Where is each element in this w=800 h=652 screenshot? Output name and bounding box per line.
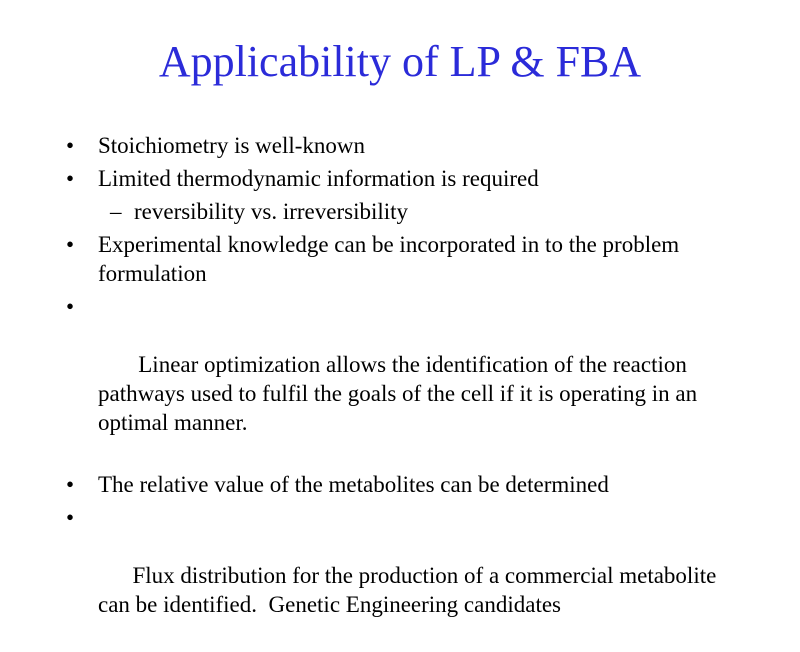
bullet-text: The relative value of the metabolites can be determined [98, 472, 609, 497]
bullet-text: Flux distribution for the production of a commercial metabolite can be identified. Genetic Engineering candidates [98, 563, 723, 617]
bullet-marker: • [66, 166, 75, 191]
bullet-item [66, 230, 746, 288]
bullet-text: Experimental knowledge can be incorporated in to the problem formulation [98, 232, 680, 286]
bullet-item [66, 131, 746, 160]
bullet-text: Stoichiometry is well-known [98, 133, 366, 158]
bullet-item [66, 164, 746, 193]
bullet-list [66, 131, 746, 652]
sub-bullet-text: reversibility vs. irreversibility [134, 199, 409, 224]
bullet-marker: • [66, 294, 75, 319]
bullet-marker: • [66, 232, 75, 257]
sub-bullet-marker: – [110, 199, 122, 224]
bullet-item [66, 292, 746, 466]
bullet-item [66, 503, 746, 648]
bullet-text: Limited thermodynamic information is required [98, 166, 539, 191]
sub-bullet-item [66, 197, 746, 226]
bullet-marker: • [66, 505, 75, 530]
bullet-marker: • [66, 472, 75, 497]
bullet-item [66, 470, 746, 499]
bullet-text: Linear optimization allows the identification of the reaction pathways used to fulfil the goals of the cell if it is operating in an optimal manner. [98, 352, 703, 435]
bullet-marker: • [66, 133, 75, 158]
slide-title: Applicability of LP & FBA [158, 37, 642, 86]
